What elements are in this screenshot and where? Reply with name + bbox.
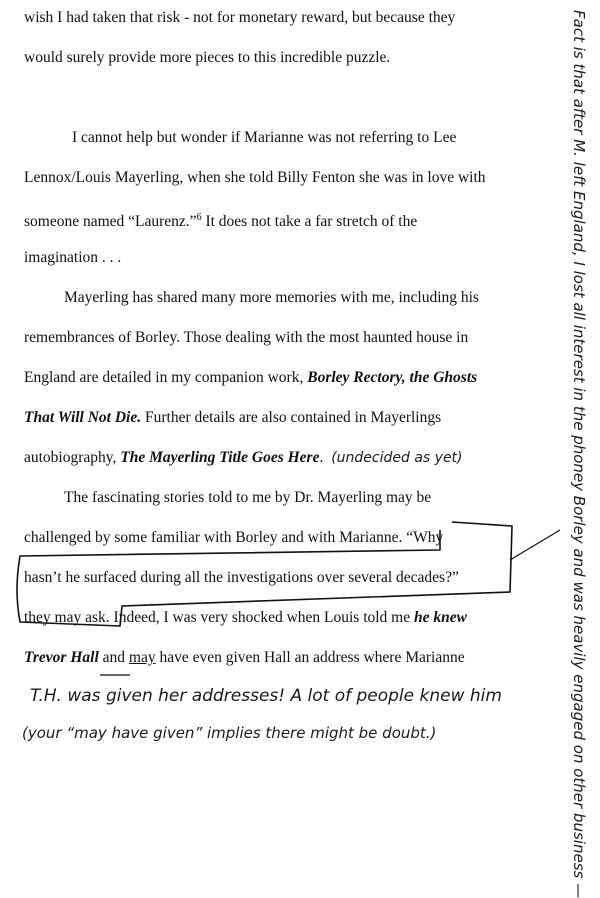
text-fragment: Indeed, I was very shocked when Louis told me [113,609,411,626]
handwritten-margin-note: Fact is that after M. left England, I lost all interest in the phoney Borley and was heavily engaged on other business — [570,10,588,898]
text-line-16 [24,648,465,668]
text-line-3: I cannot help but wonder if Marianne was not referring to Lee [72,129,457,146]
handwritten-bottom-note-1: T.H. was given her addresses! A lot of people knew him [30,686,502,706]
text-fragment: someone named “Laurenz.” [24,213,197,231]
text-line-1: wish I had taken that risk - not for monetary reward, but because they [24,9,456,26]
margin-connector-line [510,530,560,560]
text-line-12: The fascinating stories told to me by Dr. Mayerling may be [64,489,432,506]
text-line-13 [24,528,443,548]
text-line-2: would surely provide more pieces to this incredible puzzle. [24,49,391,66]
quoted-fragment: they may ask. [24,609,110,626]
handwritten-inline-note: (undecided as yet) [331,450,463,466]
text-line-15 [24,608,467,628]
text-fragment: England are detailed in my companion work, [24,369,304,386]
text-fragment: have even given Hall an address where Marianne [159,649,465,666]
text-fragment: It does not take a far stretch of the [205,213,418,231]
text-line-11: autobiography, The Mayerling Title Goes Here. (undecided as yet) [24,449,463,466]
text-line-10 [24,408,441,428]
text-line-4: Lennox/Louis Mayerling, when she told Billy Fenton she was in love with [24,169,486,186]
quoted-fragment: “Why [406,529,444,546]
text-line-8: remembrances of Borley. Those dealing with the most haunted house in [24,329,469,346]
book-title: That Will Not Die. [24,409,142,426]
book-title: The Mayerling Title Goes Here [120,449,320,466]
text-fragment: autobiography, [24,449,117,466]
text-fragment: Further details are also contained in Mayerlings [145,409,442,426]
text-line-7: Mayerling has shared many more memories with me, including his [64,289,479,306]
text-line-6: imagination . . . [24,249,122,266]
text-line-9 [24,368,477,388]
text-fragment: challenged by some familiar with Borley and with Marianne. [24,529,403,546]
handwritten-bottom-note-2: (your “may have given” implies there might be doubt.) [22,724,437,742]
footnote-ref[interactable]: 6 [196,212,202,223]
book-title: Borley Rectory, the Ghosts [307,369,478,386]
text-fragment: and [102,649,126,666]
emphasis-fragment: Trevor Hall [24,649,99,666]
emphasis-fragment: he knew [414,609,467,626]
text-line-14: hasn’t he surfaced during all the investigations over several decades?” [24,569,459,586]
underlined-word: may [128,649,156,666]
text-line-5 [24,208,417,232]
